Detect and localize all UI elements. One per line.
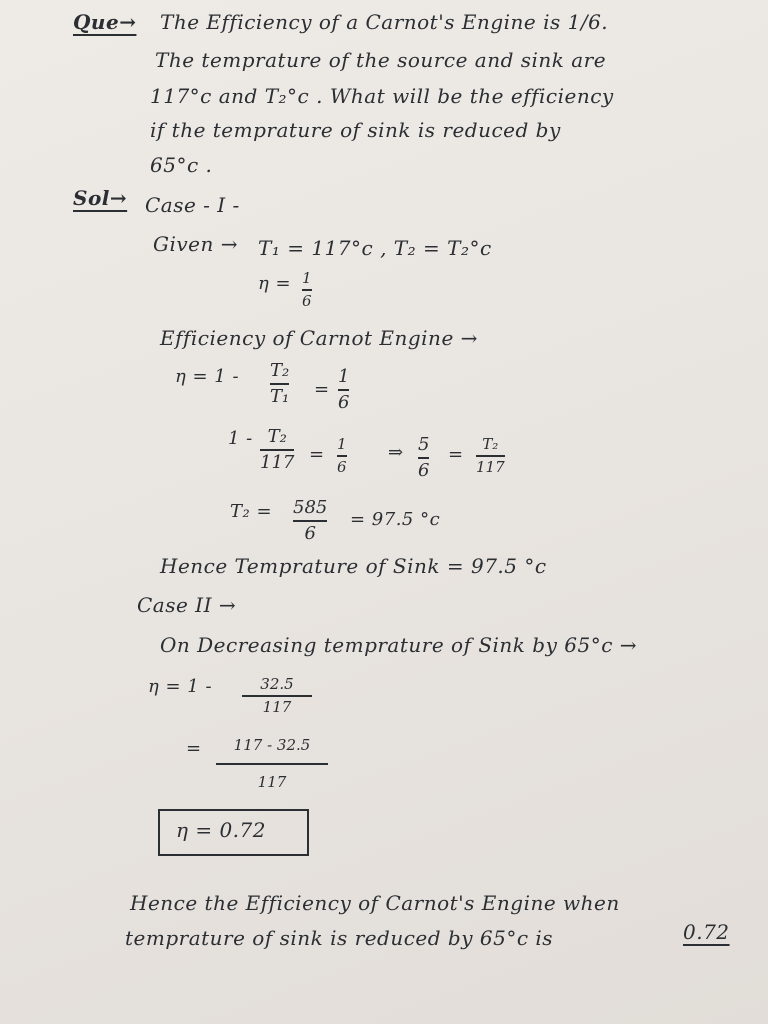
fraction-bar [260,449,294,451]
question-line-1: The Efficiency of a Carnot's Engine is 1/6. [160,10,609,34]
given-efficiency-fraction [302,271,312,309]
fraction-bar [338,389,349,391]
fraction-numerator: 117 - 32.5 [233,736,311,754]
equation-2-result-fraction [337,437,347,475]
fraction-numerator: T₂ [267,426,287,447]
fraction-denominator: 6 [302,291,312,310]
question-line-5: 65°c . [150,153,213,177]
fraction-numerator: 585 [293,497,328,518]
fraction-denominator: T₁ [270,385,290,407]
given-label: Given → [153,232,239,256]
hence-sink-temperature: Hence Temprature of Sink = 97.5 °c [160,554,547,578]
equation-5-fraction [216,738,328,790]
decreasing-statement: On Decreasing temprature of Sink by 65°c → [160,633,638,657]
case-2-heading: Case II → [137,593,237,617]
fraction-denominator: 6 [418,459,430,481]
question-line-3: 117°c and T₂°c . What will be the efficiency [150,84,614,108]
conclusion-line-1: Hence the Efficiency of Carnot's Engine when [130,891,620,915]
fraction-bar [302,289,312,291]
fraction-denominator: 117 [257,772,287,791]
equation-2-b-fraction [418,436,429,480]
equation-5-prefix: = [186,738,202,759]
fraction-numerator: 1 [338,366,350,387]
fraction-bar [418,457,429,459]
fraction-numerator: 32.5 [260,675,294,693]
fraction-numerator: T₂ [482,435,499,453]
fraction-denominator: 6 [304,522,316,544]
fraction-denominator: 117 [262,697,292,716]
given-efficiency-prefix: η = [258,273,292,294]
fraction-denominator: 6 [337,457,347,476]
equation-4-prefix: η = 1 - [148,676,213,697]
fraction-numerator: T₂ [270,360,290,381]
fraction-numerator: 5 [418,434,430,455]
equation-2-c-fraction [476,437,505,475]
equation-1-equals: = [314,379,330,400]
conclusion-line-2: temprature of sink is reduced by 65°c is [125,926,554,950]
case-1-heading: Case - I - [145,193,240,217]
fraction-bar [476,455,505,457]
fraction-denominator: 117 [476,457,505,476]
fraction-bar [216,763,328,765]
fraction-bar [242,695,312,697]
equation-1-prefix: η = 1 - [175,366,240,387]
equation-2-equals: = [309,444,325,465]
fraction-denominator: 117 [260,451,295,473]
given-temperatures: T₁ = 117°c , T₂ = T₂°c [258,236,492,260]
equation-4-fraction [242,677,312,715]
solution-label: Sol→ [73,186,128,210]
fraction-numerator: 1 [302,269,312,287]
equation-1-result-fraction [338,368,349,412]
fraction-bar [293,520,327,522]
answer-value: η = 0.72 [176,818,266,842]
fraction-numerator: 1 [337,435,347,453]
equation-3-result: = 97.5 °c [350,509,441,530]
question-label: Que→ [73,10,137,34]
question-line-2: The temprature of the source and sink are [155,48,607,72]
fraction-bar [337,455,347,457]
equation-1-fraction [270,362,289,406]
equation-3-fraction [293,499,327,543]
fraction-denominator: 6 [338,391,350,413]
fraction-bar [270,383,289,385]
equation-3-prefix: T₂ = [230,501,273,522]
implies-arrow: ⇒ [388,442,404,463]
equation-2-equals-2: = [448,444,464,465]
conclusion-value: 0.72 [683,920,730,944]
efficiency-heading: Efficiency of Carnot Engine → [160,326,478,350]
equation-2-fraction [260,428,294,472]
question-line-4: if the temprature of sink is reduced by [150,118,561,142]
equation-2-prefix: 1 - [228,428,253,449]
